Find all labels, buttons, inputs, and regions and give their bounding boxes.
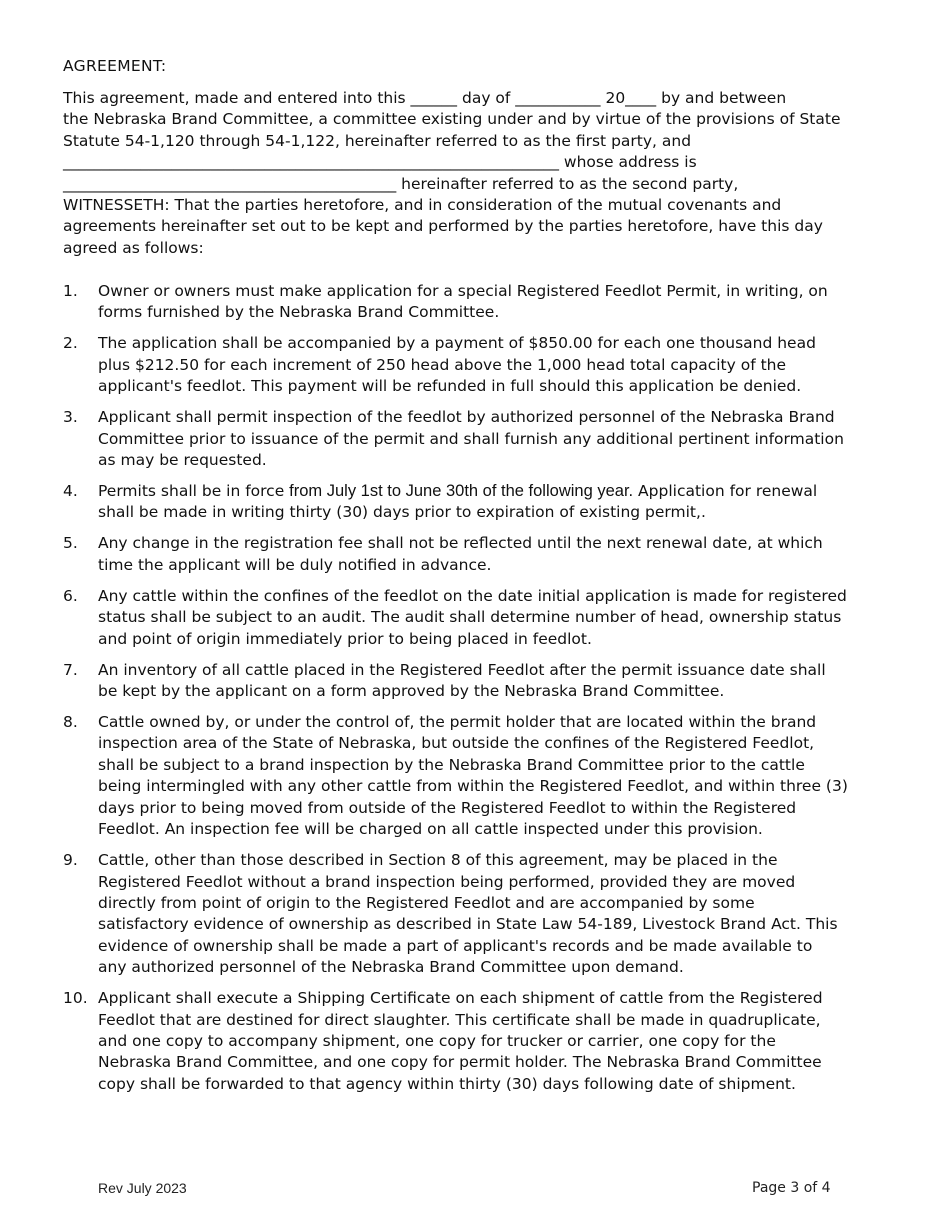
term-line: Cattle owned by, or under the control of, the permit holder that are located within the brand (98, 713, 817, 732)
term-line: Owner or owners must make application for a special Registered Feedlot Permit, in writing, on (98, 282, 828, 300)
term-line: shall be made in writing thirty (30) days prior to expiration of existing permit,. (98, 503, 706, 522)
term-number: 4. (63, 482, 78, 501)
term-line: any authorized personnel of the Nebraska Brand Committee upon demand. (98, 958, 684, 977)
term-number: 10. (63, 989, 88, 1008)
term-line: satisfactory evidence of ownership as described in State Law 54-189, Livestock Brand Act. This (98, 915, 838, 934)
term-number: 5. (63, 534, 78, 553)
term-line: directly from point of origin to the Registered Feedlot and are accompanied by some (98, 893, 755, 912)
term-number: 8. (63, 713, 78, 732)
term-line: days prior to being moved from outside of the Registered Feedlot to within the Registered (98, 798, 797, 817)
term-line: as may be requested. (98, 451, 267, 470)
term-line: shall be subject to a brand inspection by the Nebraska Brand Committee prior to the cattle (98, 755, 805, 774)
term-line: be kept by the applicant on a form approved by the Nebraska Brand Committee. (98, 682, 725, 701)
term-period-text: from July 1st to June 30th of the following year. (289, 482, 634, 501)
term-line: Feedlot that are destined for direct slaughter. This certificate shall be made in quadruplicate, (98, 1010, 821, 1029)
term-number: 6. (63, 586, 78, 605)
term-item-9 (63, 850, 893, 978)
term-line: Committee prior to issuance of the permit and shall furnish any additional pertinent information (98, 429, 844, 448)
term-number: 2. (63, 334, 78, 353)
intro-line: This agreement, made and entered into this ______ day of ___________ 20____ by and between (63, 89, 787, 107)
term-item-8 (63, 712, 893, 840)
intro-line: WITNESSETH: That the parties heretofore, and in consideration of the mutual covenants and (63, 196, 782, 215)
term-line: plus $212.50 for each increment of 250 head above the 1,000 head total capacity of the (98, 355, 787, 374)
term-item-6 (63, 586, 893, 650)
intro-line: ________________________________________________________________ whose address is (63, 153, 697, 172)
term-line: applicant's feedlot. This payment will be refunded in full should this application be denied. (98, 377, 802, 396)
terms-list (63, 281, 893, 1105)
term-text: Application for renewal (633, 482, 818, 501)
agreement-heading: AGREEMENT: (63, 57, 167, 75)
intro-line: the Nebraska Brand Committee, a committee existing under and by virtue of the provisions of State (63, 110, 841, 129)
term-line: and point of origin immediately prior to being placed in feedlot. (98, 629, 592, 648)
term-line: inspection area of the State of Nebraska, but outside the confines of the Registered Feedlot, (98, 734, 815, 753)
term-line: Registered Feedlot without a brand inspection being performed, provided they are moved (98, 872, 796, 891)
term-line: Applicant shall permit inspection of the feedlot by authorized personnel of the Nebraska Brand (98, 408, 835, 427)
revision-label: Rev July 2023 (98, 1180, 187, 1196)
term-number: 9. (63, 851, 78, 870)
page-number: Page 3 of 4 (752, 1180, 831, 1196)
term-line: evidence of ownership shall be made a part of applicant's records and be made available to (98, 936, 813, 955)
term-line: Any cattle within the confines of the feedlot on the date initial application is made for registered (98, 586, 847, 605)
term-item-5 (63, 533, 893, 576)
term-line: Any change in the registration fee shall not be reflected until the next renewal date, at which (98, 534, 823, 553)
term-line: Feedlot. An inspection fee will be charged on all cattle inspected under this provision. (98, 820, 763, 839)
term-line: copy shall be forwarded to that agency within thirty (30) days following date of shipment. (98, 1074, 796, 1093)
intro-line: Statute 54-1,120 through 54-1,122, hereinafter referred to as the first party, and (63, 131, 692, 150)
intro-line: agreements hereinafter set out to be kept and performed by the parties heretofore, have this day (63, 217, 823, 236)
term-item-7 (63, 660, 893, 703)
term-line: forms furnished by the Nebraska Brand Committee. (98, 303, 500, 322)
term-item-10 (63, 988, 893, 1095)
intro-line: agreed as follows: (63, 238, 204, 257)
term-item-3 (63, 407, 893, 471)
intro-paragraph (63, 88, 893, 259)
intro-line: ___________________________________________ hereinafter referred to as the second party, (63, 174, 739, 193)
term-number: 3. (63, 408, 78, 427)
term-item-2 (63, 333, 893, 397)
term-line: status shall be subject to an audit. The audit shall determine number of head, ownership status (98, 608, 842, 627)
term-line: time the applicant will be duly notified in advance. (98, 555, 492, 574)
term-item-1 (63, 281, 893, 324)
term-line: being intermingled with any other cattle from within the Registered Feedlot, and within three (3) (98, 777, 848, 796)
term-line: and one copy to accompany shipment, one copy for trucker or carrier, one copy for the (98, 1031, 776, 1050)
term-line: The application shall be accompanied by a payment of $850.00 for each one thousand head (98, 334, 816, 353)
term-line: An inventory of all cattle placed in the Registered Feedlot after the permit issuance date shall (98, 660, 826, 679)
term-line: Nebraska Brand Committee, and one copy for permit holder. The Nebraska Brand Committee (98, 1053, 822, 1072)
term-number: 1. (63, 282, 78, 300)
term-line (98, 481, 893, 502)
term-number: 7. (63, 660, 78, 679)
term-text: Permits shall be in force (98, 482, 290, 501)
term-item-4 (63, 481, 893, 524)
term-line: Applicant shall execute a Shipping Certificate on each shipment of cattle from the Registered (98, 989, 823, 1008)
term-line: Cattle, other than those described in Section 8 of this agreement, may be placed in the (98, 851, 778, 870)
